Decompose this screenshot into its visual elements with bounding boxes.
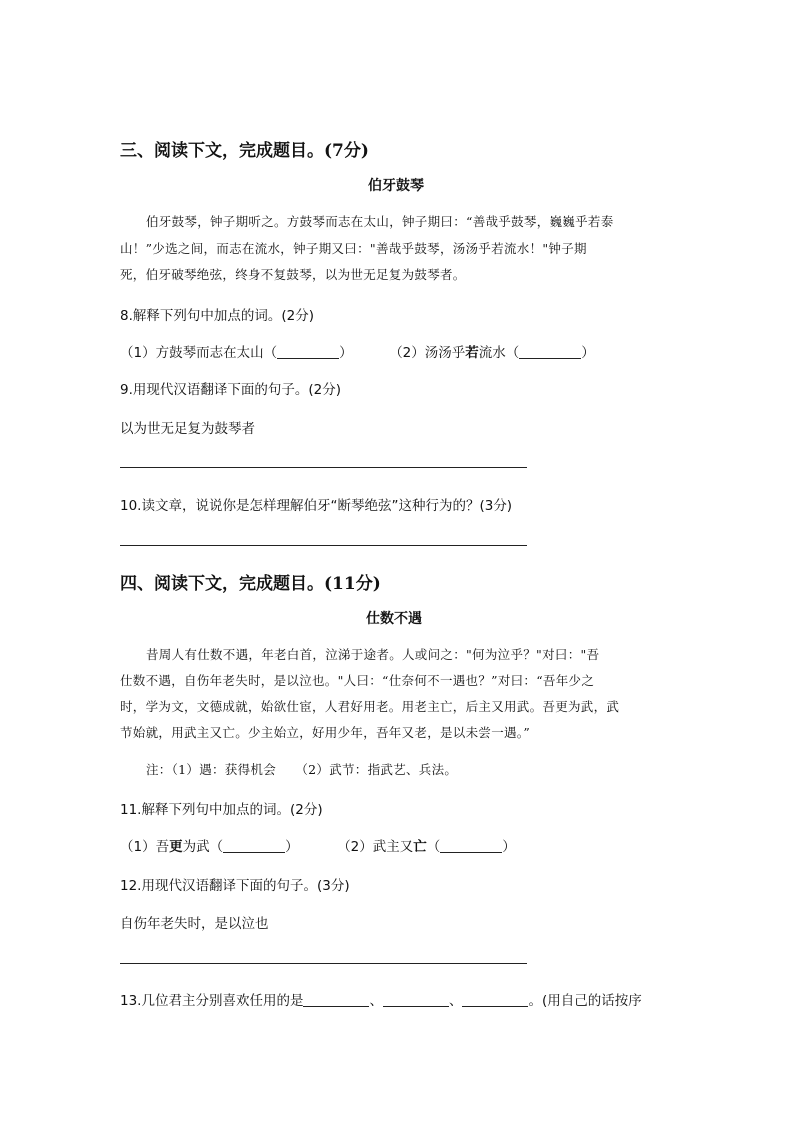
section4-passage-line-1: 昔周人有仕数不遇，年老白首，泣涕于途者。人或问之："何为泣乎？"对曰："吾 [146, 647, 600, 662]
q11-item-1-dotted-word: 更 [169, 839, 183, 855]
q8-item-1-suffix: ） [339, 345, 353, 361]
q11-item-2-suffix: ） [502, 839, 516, 855]
q13-answer-1-blank[interactable] [303, 992, 369, 1007]
section3-passage-line-1: 伯牙鼓琴，钟子期听之。方鼓琴而志在太山，钟子期曰：“善哉乎鼓琴，巍巍乎若泰 [146, 214, 614, 229]
question-9-sentence: 以为世无足复为鼓琴者 [120, 421, 255, 437]
q11-item-2-rest: （ [426, 839, 441, 855]
section3-passage-title: 伯牙鼓琴 [368, 178, 424, 194]
section3-heading: 三、阅读下文，完成题目。(7分) [120, 141, 369, 161]
section4-note: 注：（1）遇：获得机会 （2）武节：指武艺、兵法。 [146, 762, 458, 777]
question-9-answer-line[interactable] [120, 467, 527, 468]
q13-prefix: 13.几位君主分别喜欢任用的是 [120, 993, 304, 1009]
q11-answer-2-blank[interactable] [440, 838, 502, 853]
question-8-stem: 8.解释下列句中加点的词。(2分) [120, 308, 315, 324]
question-12-sentence: 自伤年老失时，是以泣也 [120, 916, 269, 932]
section3-passage-line-2: 山！”少选之间，而志在流水，钟子期又曰："善哉乎鼓琴，汤汤乎若流水！"钟子期 [120, 241, 587, 256]
question-10-stem: 10.读文章，说说你是怎样理解伯牙“断琴绝弦”这种行为的？(3分) [120, 498, 513, 514]
question-8-answers [120, 341, 595, 361]
q11-item-1-suffix: ） [285, 839, 299, 855]
question-12-stem: 12.用现代汉语翻译下面的句子。(3分) [120, 878, 350, 894]
q13-answer-3-blank[interactable] [462, 992, 528, 1007]
q8-answer-1-blank[interactable] [277, 344, 339, 359]
question-11-stem: 11.解释下列句中加点的词。(2分) [120, 802, 323, 818]
q13-separator-2: 、 [448, 993, 463, 1009]
q8-answer-2-blank[interactable] [519, 344, 581, 359]
q13-answer-2-blank[interactable] [383, 992, 449, 1007]
q11-item-1-rest: 为武（ [182, 839, 224, 855]
section4-heading: 四、阅读下文，完成题目。(11分) [120, 574, 381, 594]
q11-item-2-dotted-word: 亡 [413, 839, 427, 855]
q11-item-1-prefix: （1）吾 [120, 839, 170, 855]
question-9-stem: 9.用现代汉语翻译下面的句子。(2分) [120, 382, 342, 398]
q8-item-2-rest: 流水（ [478, 345, 520, 361]
section3-passage-line-3: 死，伯牙破琴绝弦，终身不复鼓琴，以为世无足复为鼓琴者。 [120, 267, 466, 282]
section4-passage-line-4: 节始就，用武主又亡。少主始立，好用少年，吾年又老，是以未尝一遇。” [120, 725, 531, 740]
q11-answer-1-blank[interactable] [223, 838, 285, 853]
q11-item-2-prefix: （2）武主又 [337, 839, 414, 855]
section4-passage-line-3: 时，学为文，文德成就，始欲仕宦，人君好用老。用老主亡，后主又用武。吾更为武，武 [120, 699, 620, 714]
section4-passage-line-2: 仕数不遇，自伤年老失时，是以泣也。"人曰：“仕奈何不一遇也？”对曰：“吾年少之 [120, 673, 595, 688]
question-12-answer-line[interactable] [120, 963, 527, 964]
q8-item-1-prefix: （1）方鼓琴而志在太山（ [120, 345, 278, 361]
q13-suffix: 。(用自己的话按序 [528, 993, 642, 1009]
question-11-answers [120, 835, 516, 855]
q8-item-2-dotted-word: 若 [465, 345, 479, 361]
question-13-stem [120, 989, 642, 1009]
question-10-answer-line[interactable] [120, 545, 527, 546]
q8-item-2-prefix: （2）汤汤乎 [389, 345, 466, 361]
q13-separator-1: 、 [369, 993, 383, 1009]
q8-item-2-suffix: ） [581, 345, 595, 361]
section4-passage-title: 仕数不遇 [366, 611, 422, 627]
